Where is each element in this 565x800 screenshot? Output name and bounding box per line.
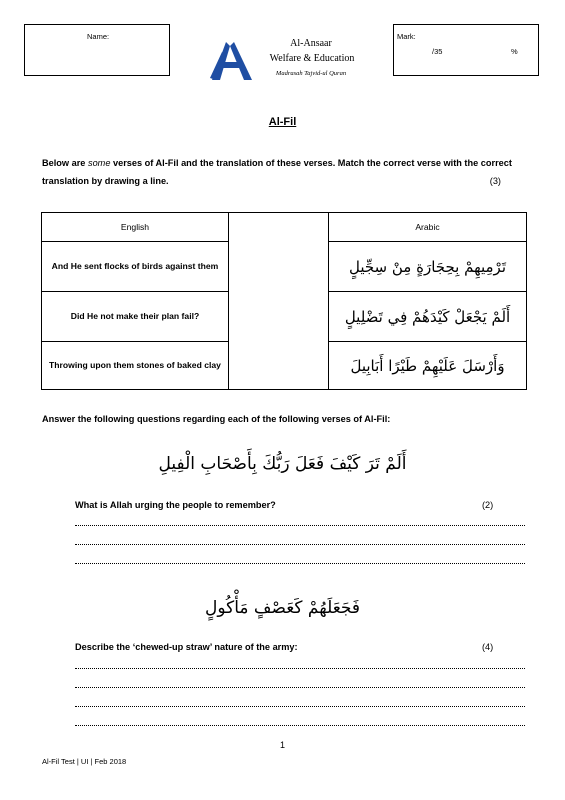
english-column — [41, 212, 229, 390]
mark-total: /35 — [432, 47, 443, 56]
page-number: 1 — [279, 740, 285, 750]
english-row-2[interactable]: Did He not make their plan fail? — [42, 291, 228, 341]
answer-line-1a[interactable] — [75, 525, 525, 526]
answer-line-1b[interactable] — [75, 544, 525, 545]
english-row-3[interactable]: Throwing upon them stones of baked clay — [42, 341, 228, 389]
question-1-marks: (2) — [482, 500, 494, 510]
mark-box[interactable] — [393, 24, 539, 76]
matching-gap[interactable] — [228, 212, 329, 390]
arabic-row-1[interactable]: تَرْمِيهِمْ بِحِجَارَةٍ مِنْ سِجِّيلٍ — [329, 241, 526, 291]
question-2: Describe the ‘chewed-up straw’ nature of the army: — [75, 642, 298, 652]
arabic-row-3[interactable]: وَأَرْسَلَ عَلَيْهِمْ طَيْرًا أَبَابِيلَ — [329, 341, 526, 389]
answer-line-2d[interactable] — [75, 725, 525, 726]
arabic-column — [328, 212, 527, 390]
answer-line-1c[interactable] — [75, 563, 525, 564]
footer: Al-Fil Test | UI | Feb 2018 — [42, 757, 127, 766]
instructions-emphasis: some — [87, 158, 111, 168]
arabic-header: Arabic — [415, 221, 440, 232]
answer-line-2a[interactable] — [75, 668, 525, 669]
arabic-row-2[interactable]: أَلَمْ يَجْعَلْ كَيْدَهُمْ فِي تَضْلِيلٍ — [329, 291, 526, 341]
org-tagline: Madrasah Tajvid-ul Quran — [275, 70, 347, 77]
name-box[interactable] — [24, 24, 170, 76]
page-title: Al-Fil — [268, 116, 297, 128]
organisation-logo-icon — [208, 38, 256, 82]
question-1: What is Allah urging the people to remember? — [75, 500, 276, 510]
english-header: English — [120, 221, 150, 232]
answer-line-2b[interactable] — [75, 687, 525, 688]
org-name: Al-Ansaar — [290, 38, 332, 49]
instructions: Below are some verses of Al-Fil and the translation of these verses. Match the correct verse with the correct translation by drawing a line. (3) — [42, 154, 529, 190]
answer-line-2c[interactable] — [75, 706, 525, 707]
english-row-1[interactable]: And He sent flocks of birds against them — [42, 241, 228, 291]
org-subtitle: Welfare & Education — [269, 53, 355, 64]
verse-2: فَجَعَلَهُمْ كَعَصْفٍ مَأْكُولٍ — [204, 598, 361, 618]
questions-intro: Answer the following questions regarding each of the following verses of Al-Fil: — [42, 414, 391, 424]
question-2-marks: (4) — [482, 642, 494, 652]
verse-1: أَلَمْ تَرَ كَيْفَ فَعَلَ رَبُّكَ بِأَصْحَابِ الْفِيلِ — [158, 454, 407, 474]
instructions-marks: (3) — [489, 176, 501, 186]
name-label: Name: — [87, 32, 110, 41]
percent-sign: % — [511, 47, 518, 56]
mark-label: Mark: — [397, 32, 416, 41]
